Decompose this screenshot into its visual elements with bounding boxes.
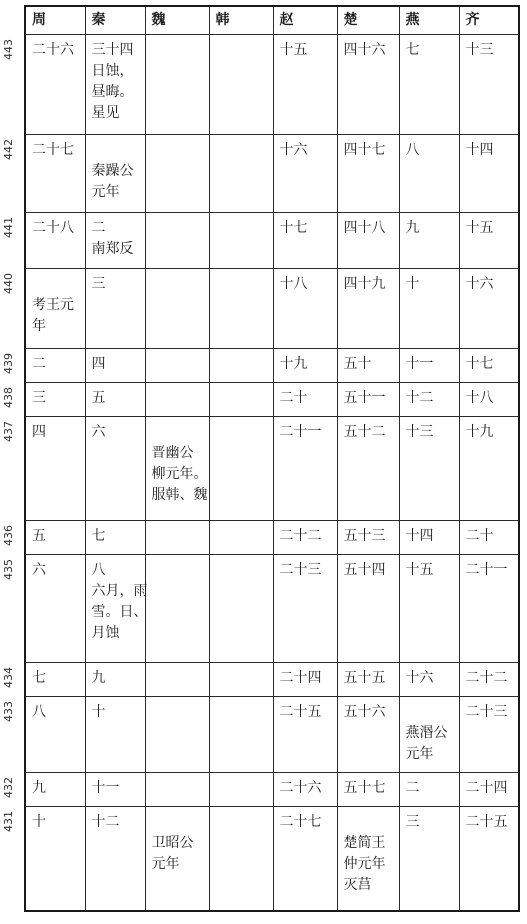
header-han: 韩 [209,6,273,35]
cell-qi [459,697,519,773]
header-qi: 齐 [459,6,519,35]
cell-line: 元年 [405,746,434,762]
cell-line: 十 [405,276,420,292]
cell-line: 十六 [465,276,494,292]
cell-yan [399,383,459,417]
cell-zhao [273,807,337,912]
cell-line: 五 [32,528,46,544]
cell-han [209,521,273,555]
year-label: 432 [2,776,15,798]
cell-line: 二十六 [32,42,74,58]
year-label: 439 [2,352,15,374]
cell-han [209,417,273,521]
cell-line: 二 [405,780,420,796]
cell-line: 楚简王 [343,835,386,851]
chronicle-table [24,5,520,912]
cell-line: 星见 [91,105,120,121]
cell-zhao [273,555,337,663]
cell-line: 十五 [465,220,494,236]
cell-line: 二十 [465,528,494,544]
cell-han [209,697,273,773]
cell-line: 雪。日、 [91,604,148,620]
year-label: 442 [2,138,15,160]
cell-han [209,383,273,417]
cell-line: 二十七 [32,142,74,158]
cell-wei [145,269,209,349]
cell-line: 三 [405,814,420,830]
cell-line: 十五 [279,42,308,58]
cell-wei [145,135,209,213]
header-zhao: 赵 [273,6,337,35]
table-row [25,663,519,697]
table-row [25,697,519,773]
cell-line: 八 [32,704,46,720]
cell-wei [145,663,209,697]
cell-line: 四十九 [343,276,386,292]
cell-line: 五十五 [343,670,386,686]
cell-zhou [25,697,85,773]
cell-line: 灭莒 [343,877,372,893]
cell-wei [145,417,209,521]
cell-yan [399,135,459,213]
cell-line: 十七 [465,356,494,372]
cell-line: 二 [91,220,106,236]
cell-line: 三 [32,390,46,406]
table-row [25,807,519,912]
year-label: 431 [2,810,15,832]
cell-line: 五十四 [343,562,386,578]
cell-line: 二十一 [279,424,322,440]
cell-qin [85,521,145,555]
cell-line: 二十三 [465,704,508,720]
cell-qin [85,383,145,417]
cell-qi [459,35,519,135]
cell-line: 二十 [279,390,308,406]
cell-wei [145,521,209,555]
cell-yan [399,349,459,383]
cell-line: 七 [91,528,106,544]
cell-qi [459,213,519,269]
cell-zhou [25,383,85,417]
cell-zhao [273,773,337,807]
cell-line: 四十六 [343,42,386,58]
cell-yan [399,663,459,697]
header-chu: 楚 [337,6,399,35]
table-row [25,213,519,269]
cell-line: 二十三 [279,562,322,578]
cell-line: 六 [91,424,106,440]
cell-line: 二十四 [279,670,322,686]
cell-qin [85,417,145,521]
table-row [25,269,519,349]
cell-line: 十八 [465,390,494,406]
cell-yan [399,555,459,663]
cell-line: 二十六 [279,780,322,796]
cell-zhou [25,349,85,383]
cell-chu [337,135,399,213]
cell-zhao [273,417,337,521]
cell-line: 十三 [405,424,434,440]
cell-han [209,135,273,213]
cell-line: 九 [405,220,420,236]
cell-chu [337,773,399,807]
cell-zhao [273,35,337,135]
cell-han [209,773,273,807]
cell-line: 四 [32,424,46,440]
cell-yan [399,417,459,521]
cell-wei [145,35,209,135]
cell-zhao [273,135,337,213]
cell-qi [459,417,519,521]
year-label: 435 [2,558,15,580]
table-row [25,349,519,383]
cell-line: 十七 [279,220,308,236]
cell-line: 五 [91,390,106,406]
cell-line: 十八 [279,276,308,292]
cell-han [209,349,273,383]
cell-chu [337,807,399,912]
cell-chu [337,663,399,697]
cell-qin [85,663,145,697]
cell-zhao [273,269,337,349]
cell-line: 四十八 [343,220,386,236]
table-row [25,555,519,663]
cell-line: 五十六 [343,704,386,720]
cell-line: 九 [32,780,46,796]
cell-qi [459,521,519,555]
cell-line: 南郑反 [91,241,134,257]
year-label: 437 [2,420,15,442]
cell-qin [85,269,145,349]
cell-line: 八 [91,562,106,578]
cell-line: 服韩、魏 [151,487,208,503]
cell-line: 十 [32,814,46,830]
cell-wei [145,349,209,383]
cell-qin [85,697,145,773]
year-label: 434 [2,666,15,688]
cell-line: 十六 [405,670,434,686]
cell-chu [337,697,399,773]
cell-line: 二 [32,356,46,372]
cell-line: 卫昭公 [151,835,194,851]
cell-line: 二十二 [465,670,508,686]
cell-line [152,812,205,833]
cell-line: 五十 [343,356,372,372]
cell-line: 五十七 [343,780,386,796]
cell-line: 四十七 [343,142,386,158]
cell-line: 十二 [405,390,434,406]
cell-line [406,702,455,723]
cell-line: 十三 [465,42,494,58]
cell-line: 十五 [405,562,434,578]
cell-zhao [273,349,337,383]
table-row [25,35,519,135]
cell-zhao [273,213,337,269]
cell-chu [337,555,399,663]
cell-zhou [25,663,85,697]
cell-wei [145,807,209,912]
cell-yan [399,35,459,135]
cell-line: 二十五 [465,814,508,830]
cell-qin [85,555,148,663]
cell-zhou [25,135,85,213]
cell-line: 三 [91,276,106,292]
cell-yan [399,521,459,555]
cell-line: 年 [32,318,46,334]
cell-qin [85,213,145,269]
table-row [25,521,519,555]
cell-line: 七 [405,42,420,58]
cell-line: 二十八 [32,220,74,236]
cell-qi [459,555,519,663]
cell-line: 五十三 [343,528,386,544]
cell-wei [145,697,209,773]
cell-line [32,274,81,295]
cell-line: 秦躁公 [91,163,134,179]
cell-chu [337,417,399,521]
cell-han [209,555,273,663]
cell-zhou [25,417,85,521]
cell-line: 燕湣公 [405,725,448,741]
cell-zhou [25,521,85,555]
cell-line [152,422,205,443]
header-zhou: 周 [25,6,85,35]
header-row [25,6,519,35]
cell-qi [459,383,519,417]
cell-line: 十二 [91,814,120,830]
cell-line: 二十四 [465,780,508,796]
cell-qi [459,773,519,807]
cell-han [209,663,273,697]
cell-line: 十六 [279,142,308,158]
table-row [25,135,519,213]
cell-line: 四 [91,356,106,372]
year-label: 433 [2,700,15,722]
cell-zhou [25,773,85,807]
cell-yan [399,213,459,269]
cell-zhao [273,697,337,773]
cell-line: 昼晦。 [91,84,134,100]
year-label: 441 [2,216,15,238]
cell-chu [337,521,399,555]
cell-han [209,35,273,135]
cell-line: 月蚀 [91,625,120,641]
cell-line: 十九 [465,424,494,440]
cell-zhou [25,269,85,349]
cell-line: 二十一 [465,562,508,578]
header-wei: 魏 [145,6,209,35]
cell-wei [145,213,209,269]
cell-yan [399,807,459,912]
cell-line: 十四 [465,142,494,158]
cell-zhao [273,663,337,697]
cell-qi [459,807,519,912]
cell-yan [399,269,459,349]
cell-line [344,812,395,833]
table-row [25,383,519,417]
cell-line: 二十二 [279,528,322,544]
cell-line: 考王元 [32,297,74,313]
year-label: 440 [2,272,15,294]
cell-line: 三十四 [91,42,134,58]
cell-han [209,269,273,349]
cell-zhao [273,521,337,555]
cell-line: 二十五 [279,704,322,720]
table-row [25,417,519,521]
cell-qi [459,349,519,383]
year-label: 443 [2,38,15,60]
cell-han [209,807,273,912]
cell-zhao [273,383,337,417]
cell-line: 十四 [405,528,434,544]
cell-han [209,213,273,269]
cell-wei [145,555,209,663]
cell-zhou [25,35,85,135]
cell-yan [399,773,459,807]
cell-chu [337,349,399,383]
cell-qin [85,773,145,807]
cell-qin [85,35,145,135]
cell-wei [145,773,209,807]
cell-line: 晋幽公 [151,445,194,461]
cell-line: 十 [91,704,106,720]
year-label: 438 [2,386,15,408]
year-label: 436 [2,524,15,546]
cell-chu [337,213,399,269]
cell-line: 十一 [91,780,120,796]
cell-zhou [25,213,85,269]
cell-line [92,140,141,161]
cell-line: 五十一 [343,390,386,406]
cell-qin [85,349,145,383]
cell-qi [459,269,519,349]
cell-yan [399,697,459,773]
cell-line: 柳元年。 [151,466,208,482]
cell-line: 六 [32,562,46,578]
cell-qin [85,807,145,912]
cell-qin [85,135,145,213]
cell-chu [337,383,399,417]
cell-line: 八 [405,142,420,158]
cell-wei [145,383,209,417]
cell-line: 日蚀， [91,63,134,79]
cell-chu [337,35,399,135]
cell-line: 十九 [279,356,308,372]
table-row [25,773,519,807]
cell-zhou [25,555,85,663]
cell-zhou [25,807,85,912]
cell-line: 七 [32,670,46,686]
cell-line: 五十二 [343,424,386,440]
cell-line: 十一 [405,356,434,372]
cell-line: 仲元年 [343,856,386,872]
cell-line: 二十七 [279,814,322,830]
cell-qi [459,135,519,213]
cell-line: 九 [91,670,106,686]
cell-line: 六月，雨 [91,583,148,599]
cell-line: 元年 [151,856,180,872]
header-qin: 秦 [85,6,145,35]
cell-line: 元年 [91,184,120,200]
header-yan: 燕 [399,6,459,35]
cell-chu [337,269,399,349]
cell-qi [459,663,519,697]
